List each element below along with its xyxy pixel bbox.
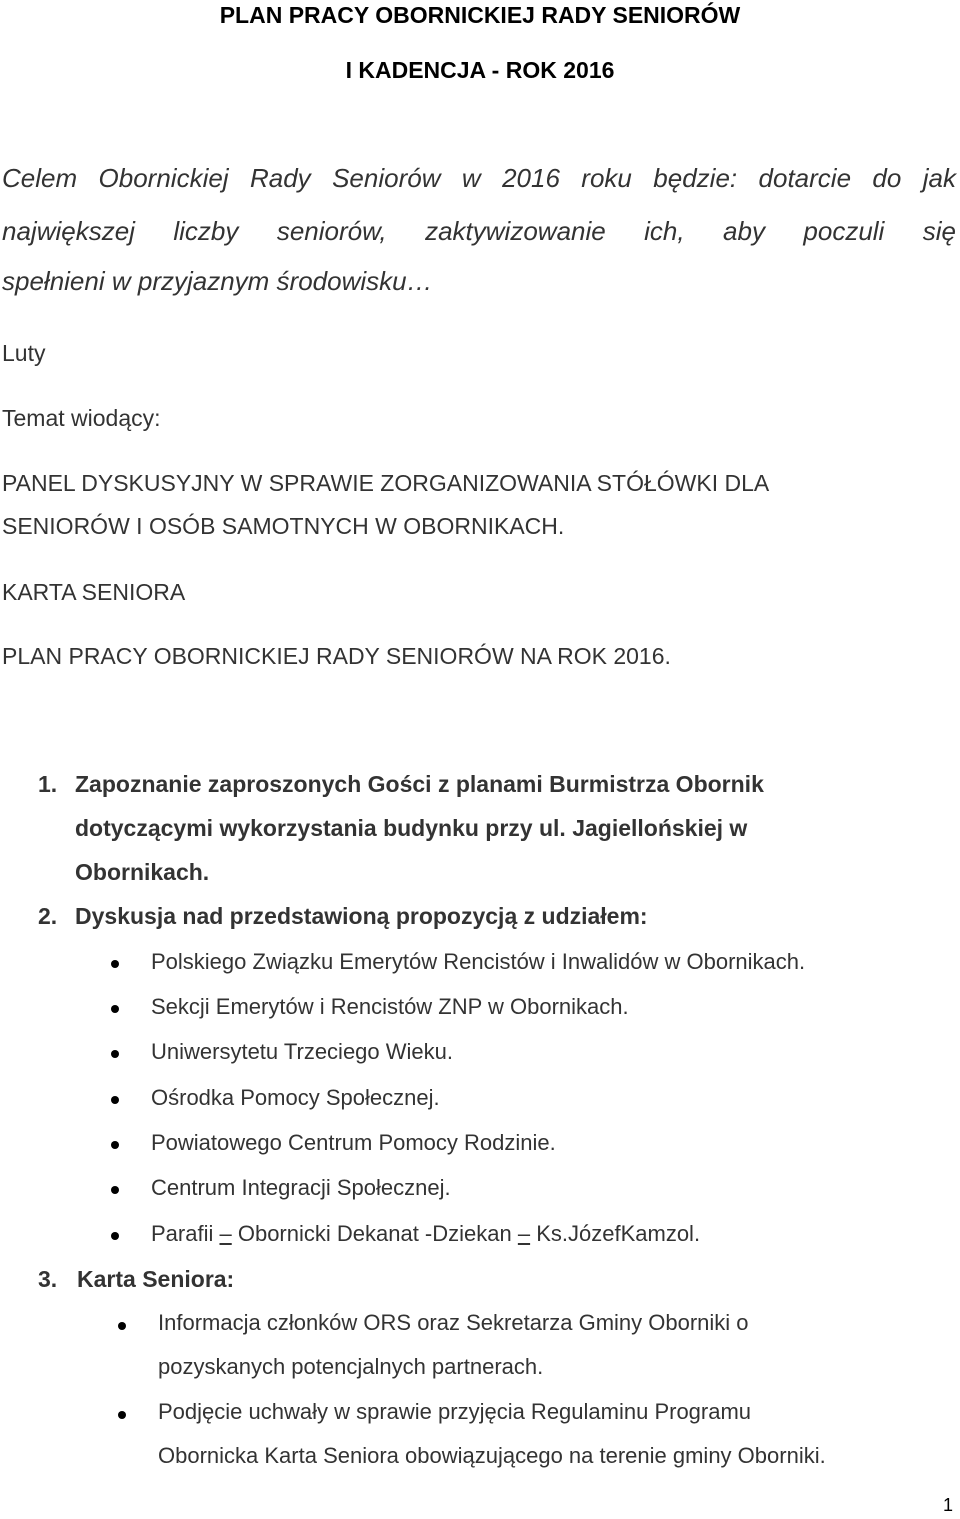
intro-line-1: Celem Obornickiej Rady Seniorów w 2016 roku będzie: dotarcie do jak [2,163,956,193]
bullet-icon [118,1411,126,1419]
topic-colon: : [154,405,161,431]
item-2-bullet-1: Polskiego Związku Emerytów Rencistów i Inwalidów w Obornikach. [151,949,806,974]
topic-plan: PLAN PRACY OBORNICKIEJ RADY SENIORÓW NA ROK 2016. [2,643,671,669]
bullet-icon [111,1141,119,1149]
deanery-text: Obornicki Dekanat -Dziekan [231,1221,518,1246]
bullet-icon [111,1050,119,1058]
item-3-bullet-2-line-2: Obornicka Karta Seniora obowiązującego na terenie gminy Oborniki. [158,1443,826,1468]
bullet-icon [111,1232,119,1240]
bullet-icon [118,1322,126,1330]
topic-heading [2,405,161,432]
item-1-line-3: Obornikach. [75,859,210,885]
item-3-bullet-1-line-2: pozyskanych potencjalnych partnerach. [158,1354,544,1379]
item-3-number: 3. [38,1266,58,1292]
item-2-bullet-7 [151,1221,700,1247]
item-1-number: 1. [38,771,58,797]
item-3-bullet-2-line-1: Podjęcie uchwały w sprawie przyjęcia Regulaminu Programu [158,1399,752,1424]
item-2-bullet-6: Centrum Integracji Społecznej. [151,1175,451,1200]
bullet-icon [111,1005,119,1013]
page-number: 1 [943,1495,954,1515]
document-title-line2: I KADENCJA - ROK 2016 [345,57,615,83]
month-label: Luty [2,340,46,366]
topic-line-1: PANEL DYSKUSYJNY W SPRAWIE ZORGANIZOWANIA STÓŁÓWKI DLA [2,470,770,496]
dash-1: – [219,1221,232,1246]
bullet-icon [111,960,119,968]
parish-text: Parafii [151,1221,220,1246]
item-2-number: 2. [38,903,58,929]
intro-line-2: największej liczby seniorów, zaktywizowanie ich, aby poczuli się [2,216,956,246]
item-2-bullet-5: Powiatowego Centrum Pomocy Rodzinie. [151,1130,556,1155]
topic-karta-seniora: KARTA SENIORA [2,579,186,605]
topic-line-2: SENIORÓW I OSÓB SAMOTNYCH W OBORNIKACH. [2,513,565,539]
item-1-line-1: Zapoznanie zaproszonych Gości z planami Burmistrza Obornik [75,771,764,797]
item-2-bullet-3: Uniwersytetu Trzeciego Wieku. [151,1039,453,1064]
bullet-icon [111,1096,119,1104]
item-1-line-2: dotyczącymi wykorzystania budynku przy ul. Jagiellońskiej w [75,815,748,841]
item-3-bullet-1-line-1: Informacja członków ORS oraz Sekretarza Gminy Oborniki o [158,1310,749,1335]
item-2-bullet-4: Ośrodka Pomocy Społecznej. [151,1085,440,1110]
dash-2: – [517,1221,531,1246]
intro-line-3: spełnieni w przyjaznym środowisku… [2,266,433,296]
priest-text: Ks.JózefKamzol. [530,1221,701,1246]
document-title-line1: PLAN PRACY OBORNICKIEJ RADY SENIORÓW [219,2,741,28]
item-2-text: Dyskusja nad przedstawioną propozycją z udziałem: [75,903,648,929]
item-3-text: Karta Seniora: [77,1266,235,1292]
item-2-bullet-2: Sekcji Emerytów i Rencistów ZNP w Obornikach. [151,994,629,1019]
topic-label: Temat wiodący [2,405,155,431]
bullet-icon [111,1186,119,1194]
